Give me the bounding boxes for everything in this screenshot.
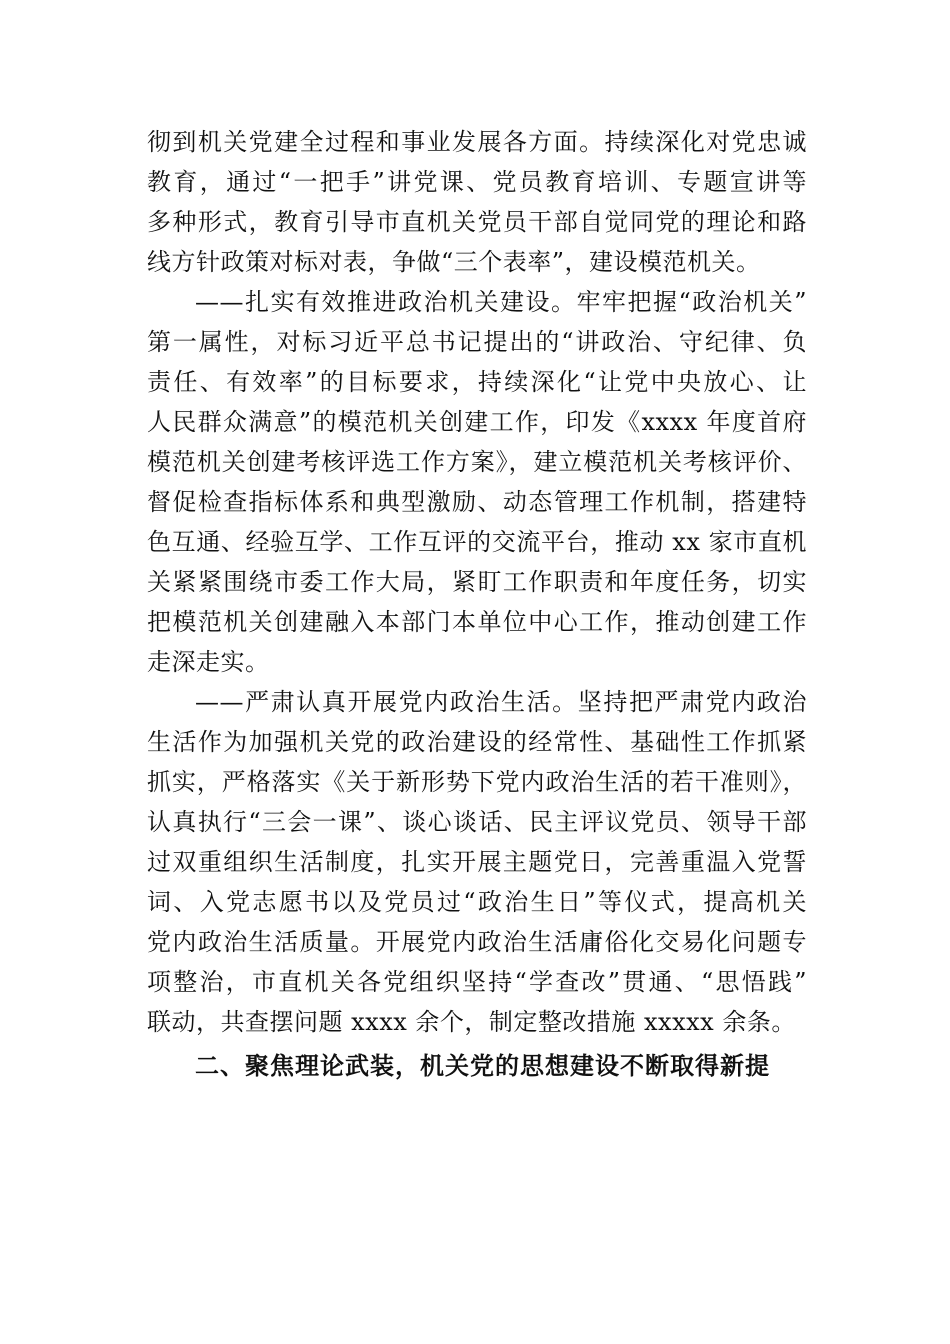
text-line: 认真执行“三会一课”、谈心谈话、民主评议党员、领导干部 — [147, 808, 807, 836]
text-line: 色互通、经验互学、工作互评的交流平台，推动 xx 家市直机 — [147, 528, 807, 556]
paragraph-1 — [147, 122, 807, 282]
text-line: 人民群众满意”的模范机关创建工作，印发《xxxx 年度首府 — [147, 408, 807, 436]
text-line: 走深走实。 — [147, 648, 270, 676]
text-line: 模范机关创建考核评选工作方案》，建立模范机关考核评价、 — [147, 448, 807, 476]
text-line: ——严肃认真开展党内政治生活。坚持把严肃党内政治 — [195, 688, 807, 716]
section-heading: 二、聚焦理论武装，机关党的思想建设不断取得新提 — [195, 1052, 770, 1080]
text-line: 教育，通过“一把手”讲党课、党员教育培训、专题宣讲等 — [147, 168, 807, 196]
paragraph-3 — [147, 682, 807, 1042]
text-line: 把模范机关创建融入本部门本单位中心工作，推动创建工作 — [147, 608, 807, 636]
text-line: 抓实，严格落实《关于新形势下党内政治生活的若干准则》， — [147, 768, 807, 796]
text-line: 督促检查指标体系和典型激励、动态管理工作机制，搭建特 — [147, 488, 807, 516]
text-line: 彻到机关党建全过程和事业发展各方面。持续深化对党忠诚 — [147, 128, 807, 156]
text-line: 责任、有效率”的目标要求，持续深化“让党中央放心、让 — [147, 368, 807, 396]
text-line: ——扎实有效推进政治机关建设。牢牢把握“政治机关” — [195, 288, 807, 316]
text-line: 项整治，市直机关各党组织坚持“学查改”贯通、“思悟践” — [147, 968, 807, 996]
text-line: 第一属性，对标习近平总书记提出的“讲政治、守纪律、负 — [147, 328, 807, 356]
text-line: 多种形式，教育引导市直机关党员干部自觉同党的理论和路 — [147, 208, 807, 236]
text-line: 过双重组织生活制度，扎实开展主题党日，完善重温入党誓 — [147, 848, 807, 876]
text-line: 线方针政策对标对表，争做“三个表率”，建设模范机关。 — [147, 248, 761, 276]
text-line: 词、入党志愿书以及党员过“政治生日”等仪式，提高机关 — [147, 888, 807, 916]
text-line: 党内政治生活质量。开展党内政治生活庸俗化交易化问题专 — [147, 928, 807, 956]
text-line: 联动，共查摆问题 xxxx 余个，制定整改措施 xxxxx 余条。 — [147, 1008, 796, 1036]
text-line: 关紧紧围绕市委工作大局，紧盯工作职责和年度任务，切实 — [147, 568, 807, 596]
paragraph-2 — [147, 282, 807, 682]
text-line: 生活作为加强机关党的政治建设的经常性、基础性工作抓紧 — [147, 728, 807, 756]
